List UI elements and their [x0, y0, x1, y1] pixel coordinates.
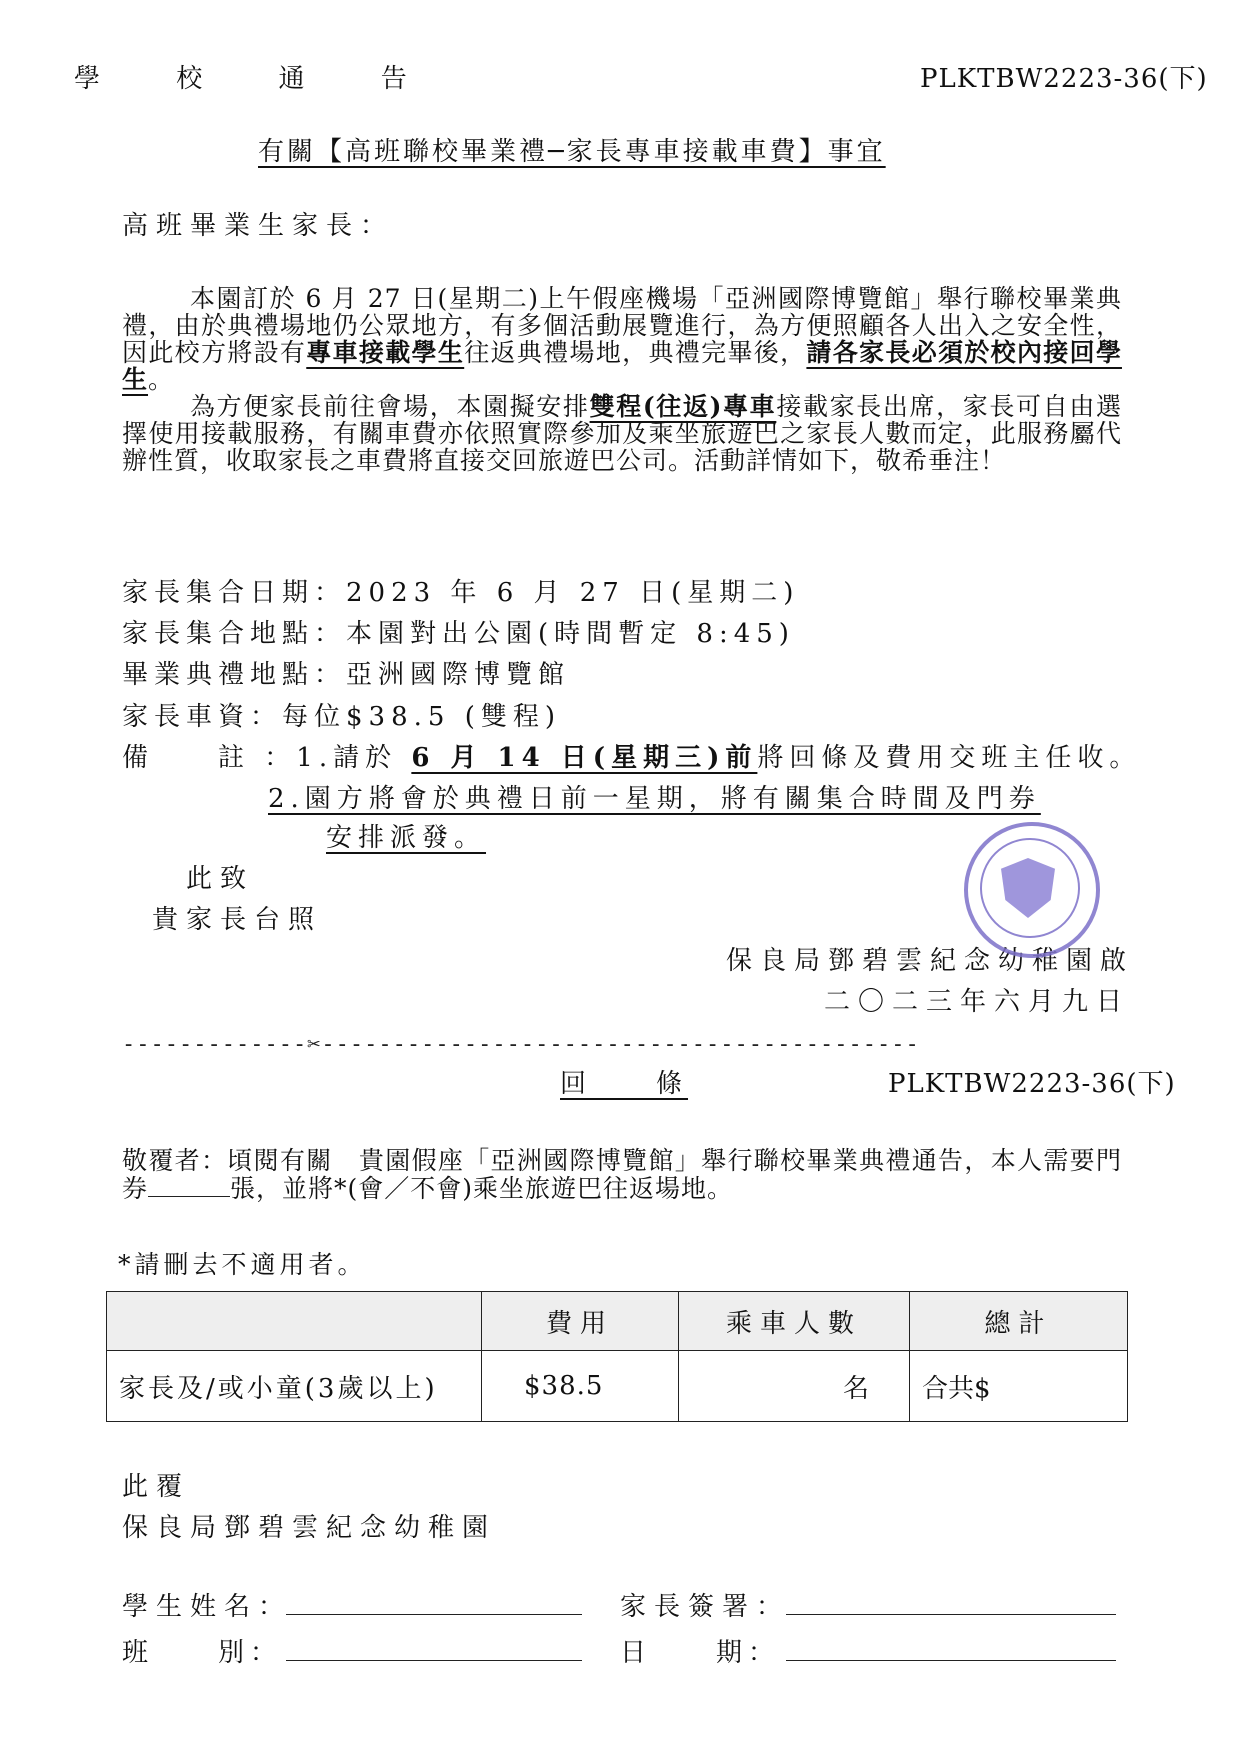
row-fee: $38.5 — [482, 1351, 679, 1422]
date-label: 日 期： — [620, 1638, 781, 1668]
reply-text: 敬覆者：頃閱有關 貴園假座「亞洲國際博覽館」舉行聯校畢業典禮通告，本人需要門券 張，並將*(會／不會)乘坐旅遊巴往返場地。 — [122, 1146, 1122, 1203]
notice-title: 有關【高班聯校畢業禮─家長專車接載車費】事宜 — [258, 137, 886, 167]
table-header-row — [107, 1292, 1128, 1351]
header-total: 總計 — [910, 1292, 1128, 1351]
paragraph-1: 本園訂於 6 月 27 日(星期二)上午假座機場「亞洲國際博覽館」舉行聯校畢業典禮，由於典禮場地仍公眾地方，有多個活動展覽進行，為方便照顧各人出入之安全性，因此校方將設有專車接載學生往返典禮場地，典禮完畢後，請各家長必須於校內接回學生。 — [122, 284, 1122, 394]
remark-2-line2: 安排派發。 — [326, 823, 487, 853]
detail-gathering-place: 家長集合地點：本園對出公園(時間暫定 8:45) — [122, 619, 795, 649]
reply-closing-1: 此覆 — [122, 1472, 191, 1502]
parent-signature-field[interactable] — [786, 1614, 1116, 1615]
notice-body — [122, 285, 1122, 474]
date-field[interactable] — [786, 1660, 1116, 1661]
remark-2-line1: 2.園方將會於典禮日前一星期，將有關集合時間及門券 — [268, 784, 1041, 814]
reference-code: PLKTBW2223-36(下) — [920, 64, 1208, 94]
table-row — [107, 1351, 1128, 1422]
detail-remarks: 備 註 ：1.請於 6 月 14 日(星期三)前將回條及費用交班主任收。 — [122, 743, 1142, 773]
detail-venue: 畢業典禮地點：亞洲國際博覽館 — [122, 660, 571, 690]
remarks-label: 備 註 — [122, 743, 251, 773]
fee-table — [106, 1291, 1128, 1422]
header-passengers: 乘車人數 — [679, 1292, 910, 1351]
ticket-count-blank[interactable] — [148, 1196, 230, 1197]
detail-fare: 家長車資：每位$38.5 (雙程) — [122, 702, 561, 732]
school-seal-stamp — [964, 822, 1100, 958]
header-fee: 費用 — [482, 1292, 679, 1351]
notice-date: 二〇二三年六月九日 — [824, 987, 1131, 1017]
emphasis-pickup: 請各家長必須於校內接回學生 — [122, 338, 1122, 394]
class-label: 班 別： — [122, 1638, 283, 1668]
reply-slip-title: 回 條 — [560, 1069, 689, 1099]
reply-closing-2: 保良局鄧碧雲紀念幼稚園 — [122, 1513, 497, 1543]
emphasis-school-bus: 專車接載學生 — [306, 338, 465, 367]
paragraph-2: 為方便家長前往會場，本園擬安排雙程(往返)專車接載家長出席，家長可自由選擇使用接載服務，有關車費亦依照實際參加及乘坐旅遊巴之家長人數而定，此服務屬代辦性質，收取家長之車費將直接交回旅遊巴公司。活動詳情如下，敬希垂注！ — [122, 392, 1122, 475]
parent-signature-label: 家長簽署： — [620, 1592, 791, 1622]
closing-line-1: 此致 — [186, 864, 255, 894]
row-total[interactable]: 合共$ — [910, 1351, 1128, 1422]
deadline: 6 月 14 日(星期三)前 — [411, 743, 758, 773]
delete-note: *請刪去不適用者。 — [118, 1250, 367, 1279]
reply-reference-code: PLKTBW2223-36(下) — [888, 1069, 1176, 1099]
sender: 保良局鄧碧雲紀念幼稚園啟 — [726, 946, 1135, 976]
salutation: 高班畢業生家長： — [122, 211, 395, 241]
cut-line: -------------✂------------------------------------------ — [122, 1032, 920, 1057]
student-name-field[interactable] — [286, 1614, 582, 1615]
emphasis-round-trip: 雙程(往返)專車 — [589, 392, 777, 421]
detail-date: 家長集合日期：2023 年 6 月 27 日(星期二) — [122, 578, 800, 608]
row-passenger-count[interactable]: 名 — [679, 1351, 910, 1422]
header-empty — [107, 1292, 482, 1351]
class-field[interactable] — [286, 1660, 582, 1661]
student-name-label: 學生姓名： — [122, 1592, 293, 1622]
closing-line-2: 貴家長台照 — [152, 905, 323, 935]
notice-type: 學 校 通 告 — [74, 64, 441, 94]
row-category: 家長及/或小童(3歲以上) — [107, 1351, 482, 1422]
